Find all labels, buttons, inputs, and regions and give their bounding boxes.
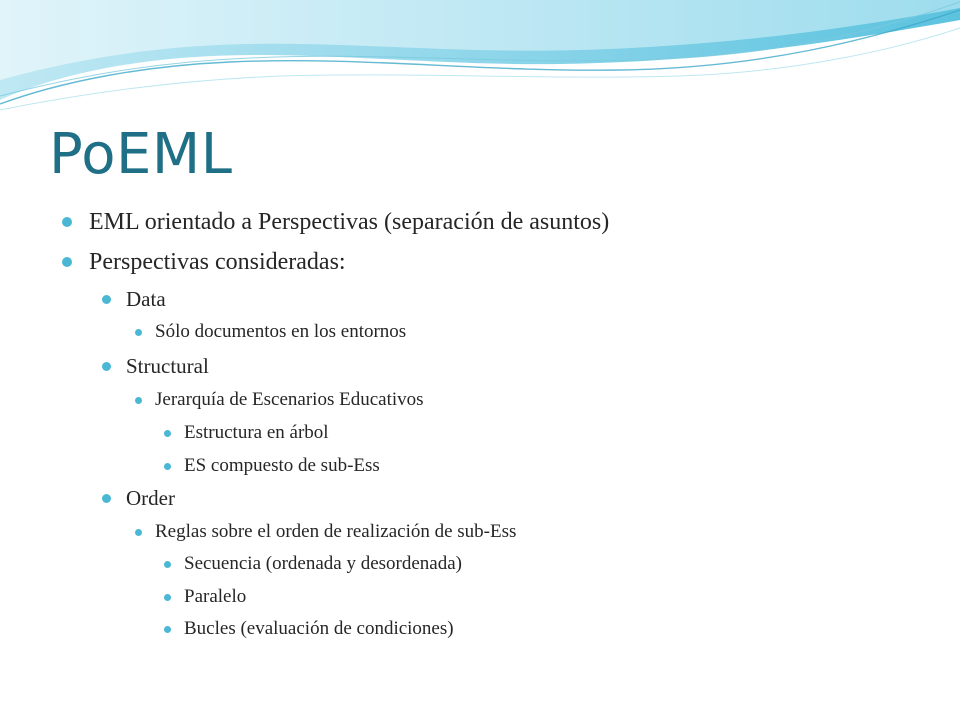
bullet-text: Estructura en árbol	[184, 422, 329, 443]
bullet-item	[184, 618, 454, 640]
bullet-text: Reglas sobre el orden de realización de sub-Ess	[155, 521, 517, 542]
bullet-dot-icon	[102, 494, 111, 503]
bullet-item	[126, 287, 166, 311]
bullet-item	[126, 486, 175, 510]
bullet-dot-icon	[164, 561, 171, 568]
bullet-item	[155, 521, 516, 543]
bullet-dot-icon	[164, 594, 171, 601]
bullet-item	[184, 586, 246, 608]
bullet-text: Order	[126, 486, 175, 510]
bullet-text: Secuencia (ordenada y desordenada)	[184, 553, 462, 574]
bullet-text: Jerarquía de Escenarios Educativos	[155, 389, 424, 410]
bullet-dot-icon	[135, 529, 142, 536]
bullet-text: Sólo documentos en los entornos	[155, 321, 407, 342]
bullet-dot-icon	[62, 217, 72, 227]
bullet-item	[184, 553, 462, 575]
bullet-dot-icon	[164, 463, 171, 470]
bullet-dot-icon	[164, 430, 171, 437]
bullet-dot-icon	[102, 295, 111, 304]
bullet-dot-icon	[135, 329, 142, 336]
bullet-text: Bucles (evaluación de condiciones)	[184, 618, 454, 639]
bullet-item	[89, 248, 346, 276]
bullet-dot-icon	[102, 362, 111, 371]
bullet-item	[155, 389, 424, 411]
bullet-text: EML orientado a Perspectivas (separación de asuntos)	[89, 209, 610, 235]
slide-title: PoEML	[49, 122, 233, 187]
bullet-item	[155, 321, 406, 343]
bullet-text: Perspectivas consideradas:	[89, 249, 346, 275]
bullet-dot-icon	[135, 397, 142, 404]
bullet-text: Structural	[126, 354, 209, 378]
bullet-item	[89, 208, 609, 236]
bullet-item	[126, 354, 209, 378]
bullet-item	[184, 455, 380, 477]
bullet-text: Data	[126, 287, 166, 311]
bullet-dot-icon	[62, 257, 72, 267]
bullet-dot-icon	[164, 626, 171, 633]
wave-banner	[0, 0, 960, 120]
bullet-item	[184, 422, 329, 444]
bullet-text: ES compuesto de sub-Ess	[184, 455, 380, 476]
bullet-text: Paralelo	[184, 586, 247, 607]
